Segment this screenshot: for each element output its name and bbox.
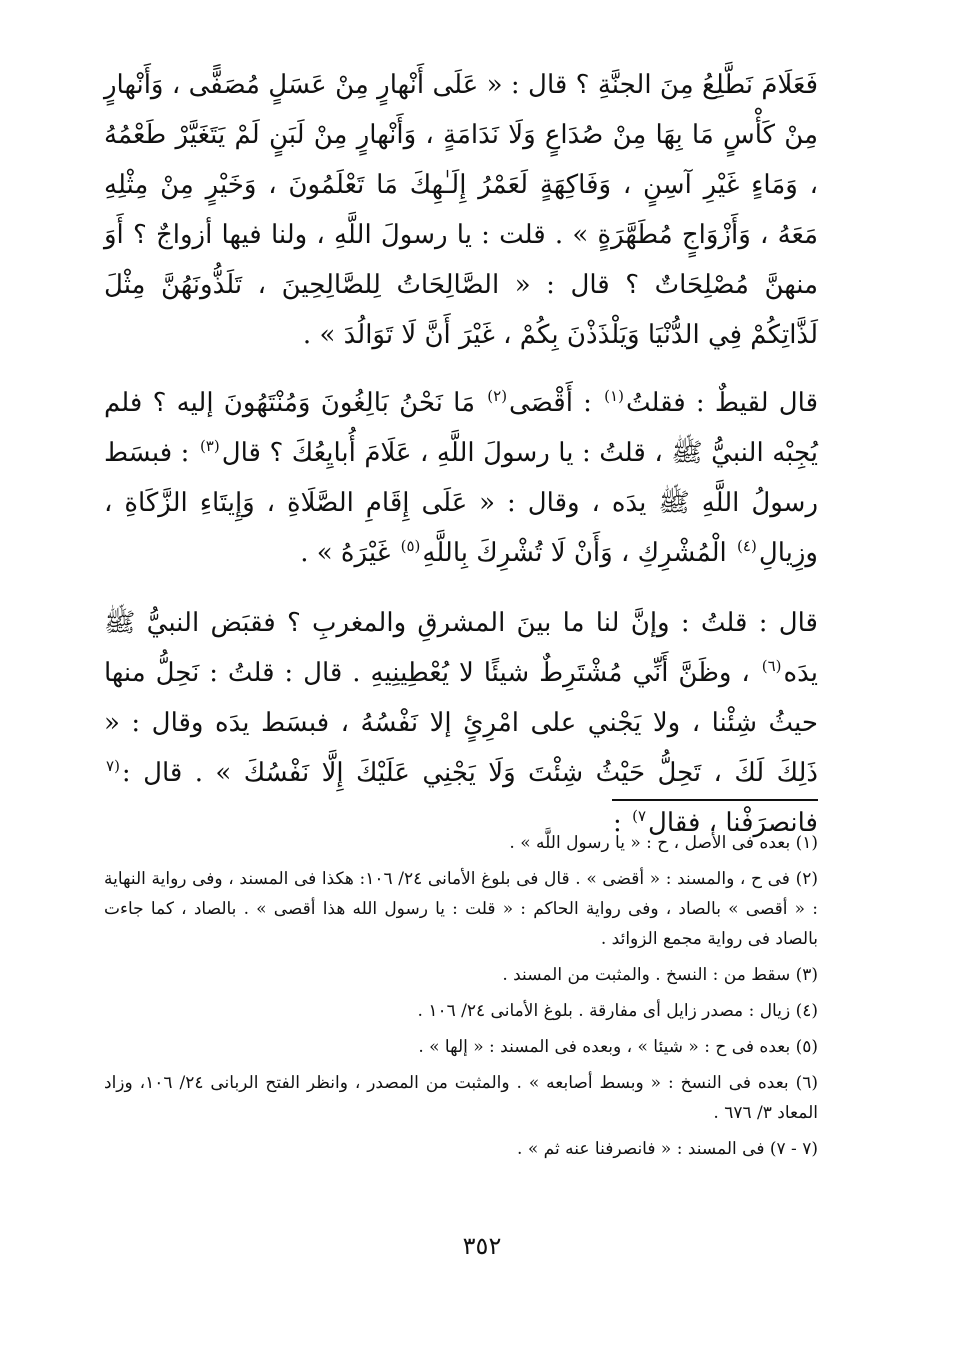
footnote-2: (٢) فى ح ، والمسند : « أقضى » . قال فى بلوغ الأمانى ٢٤/ ١٠٦: هكذا فى المسند ، وفى رواية النهاية : « أقصى » بالصاد ، وفى رواية الحاكم : « قلت : يا رسول الله هذا أقصى » . بالصاد ، كما جاءت بالصاد فى رواية مجمع الزوائد . [104,869,818,949]
footnote-ref-4: (٤) [737,537,757,556]
footnote-ref-6: (٦) [761,657,782,676]
paragraph-2-segment-3: مَا نَحْنُ بَالِغُونَ وَمُنْتَهُونَ إليه ؟ فلم يُجِبْه النبيُّ ﷺ ، قلتُ : يا رسولَ اللَّهِ ، عَلَامَ أُبايِعُكَ ؟ قال [104,388,818,468]
paragraph-2-segment-6: غَيْرَهُ » . [300,538,399,568]
paragraph-3-segment-3: فانصرَفْنا ، فقال [648,808,818,838]
footnote-divider [612,799,818,801]
main-text-body [104,60,818,848]
footnote-ref-3: (٣) [199,437,220,456]
paragraph-2-segment-2: : أَقْصَى [509,388,603,418]
footnote-ref-7-open: (٧ [106,757,120,776]
paragraph-3 [104,598,818,848]
paragraph-2-segment-1: قال لقيطٌ : فقلتُ [625,388,818,418]
footnote-4: (٤) زيال : مصدر زايل أى مفارقة . بلوغ الأمانى ٢٤/ ١٠٦ . [417,1001,818,1021]
paragraph-1 [104,60,818,360]
footnote-5: (٥) بعده فى ح : « شيئا » ، وبعده فى المسند : « إلها » . [418,1037,818,1057]
footnote-1: (١) بعده فى الأصل ، ح : « يا رسول اللَّه » . [509,833,818,853]
footnote-6: (٦) بعده فى النسخ : « وبسط أصابعه » . والمثبت من المصدر ، وانظر الفتح الربانى ٢٤/ ١٠٦، وزاد المعاد ٣/ ٦٧٦ . [104,1073,818,1123]
paragraph-2-segment-5: الْمُشْرِكِ ، وَأَنْ لَا تُشْرِكَ بِاللَّهِ [422,538,736,568]
footnote-ref-7-close: ٧) [632,807,646,826]
paragraph-3-segment-4: : [613,808,631,838]
paragraph-2-segment-4: : فبسَط رسولُ اللَّهِ ﷺ يدَه ، وقال : « عَلَى إِقَامِ الصَّلَاةِ ، وَإِيتَاءِ الزَّكَاةِ ، وزِيالِ [104,438,818,568]
paragraph-3-segment-2: ، وظَنَّ أَنِّي مُشْتَرِطٌ شيئًا لا يُعْطِينِيهِ . قال : قلتُ : نَحِلُّ منها حيثُ شِئْنا ، ولا يَجْني على امْرِئٍ إلا نَفْسُهُ ، فبسَط يدَه وقال : « ذَلِكَ لَكَ ، تَحِلُّ حَيْثُ شِئْتَ وَلَا يَجْنِي عَلَيْكَ إِلَّا نَفْسُكَ » . قال : [104,658,818,788]
footnote-ref-2: (٢) [487,387,508,406]
footnotes-section [104,828,818,1170]
footnote-ref-5: (٥) [400,537,421,556]
footnote-3: (٣) سقط من : النسخ . والمثبت من المسند . [502,965,818,985]
paragraph-2 [104,378,818,578]
footnote-7: (٧ - ٧) فى المسند : « فانصرفنا عنه ثم » . [517,1139,818,1159]
paragraph-3-segment-1: قال : قلتُ : وإنَّ لنا ما بينَ المشرقِ والمغربِ ؟ فقبَض النبيُّ ﷺ يدَه [104,608,818,688]
footnote-ref-1: (١) [604,387,624,406]
page-number: ٣٥٢ [462,1232,502,1260]
paragraph-1-text: فَعَلَامَ نَطَّلِعُ مِنَ الجنَّةِ ؟ قال : « عَلَى أَنْهارٍ مِنْ عَسَلٍ مُصَفًّى ، وَأَنْهارٍ مِنْ كَأْسٍ مَا بِهَا مِنْ صُدَاعٍ وَلَا نَدَامَةٍ ، وَأَنْهارٍ مِنْ لَبَنٍ لَمْ يَتَغَيَّرْ طَعْمُهُ ، وَمَاءٍ غَيْرِ آسِنٍ ، وَفَاكِهَةٍ لَعَمْرُ إِلَـٰهِكَ مَا تَعْلَمُونَ ، وَخَيْرٍ مِنْ مِثْلِهِ مَعَهُ ، وَأَزْوَاجٍ مُطَهَّرَةٍ » . قلت : يا رسولَ اللَّهِ ، ولنا فيها أزواجٌ ؟ أَوَ منهنَّ مُصْلِحَاتٌ ؟ قال : « الصَّالِحَاتُ لِلصَّالِحِينَ ، تَلَذُّونَهُنَّ مِثْلَ لَذَّاتِكُمْ فِي الدُّنْيَا وَيَلْذَذْنَ بِكُمْ ، غَيْرَ أَنَّ لَا تَوَالُدَ » . [104,70,818,350]
